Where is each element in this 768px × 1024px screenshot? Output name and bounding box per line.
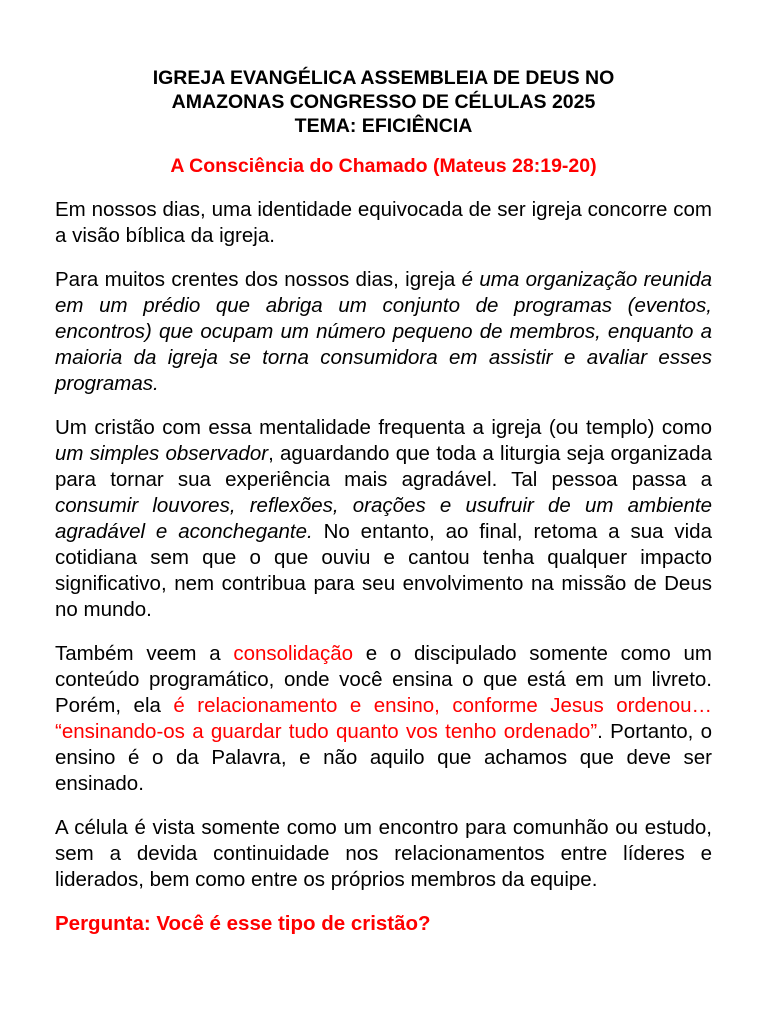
paragraph-3 [55, 415, 712, 623]
paragraph-4-text-c: . Portanto, o ensino é o da Palavra, e não aquilo que achamos que deve ser ensinado. [55, 720, 712, 795]
paragraph-2 [55, 267, 712, 397]
paragraph-1: Em nossos dias, uma identidade equivocada de ser igreja concorre com a visão bíblica da igreja. [55, 198, 712, 247]
paragraph-3-text-a: Um cristão com essa mentalidade frequenta a igreja (ou templo) como [55, 416, 712, 439]
paragraph-4-text-a: Também veem a [55, 642, 234, 665]
paragraph-5: A célula é vista somente como um encontro para comunhão ou estudo, sem a devida continuidade nos relacionamentos entre líderes e liderados, bem como entre os próprios membros da equipe. [55, 816, 712, 891]
paragraph-3-text-b: , aguardando que toda a liturgia seja organizada para tornar sua experiência mais agradável. Tal pessoa passa a [55, 442, 712, 491]
title-line-1: IGREJA EVANGÉLICA ASSEMBLEIA DE DEUS NO [152, 67, 615, 89]
paragraph-4 [55, 641, 712, 797]
paragraph-3-italic-b: consumir louvores, reflexões, orações e usufruir de um ambiente agradável e aconchegante. [55, 494, 712, 543]
document-subtitle: A Consciência do Chamado (Mateus 28:19-20) [170, 155, 597, 177]
paragraph-2-italic: é uma organização reunida em um prédio que abriga um conjunto de programas (eventos, encontros) que ocupam um número pequeno de membros, enquanto a maioria da igreja se torna consumidora em assistir e avaliar esses programas. [55, 268, 712, 395]
title-line-2: AMAZONAS CONGRESSO DE CÉLULAS 2025 [171, 91, 596, 113]
paragraph-4-text-b: e o discipulado somente como um conteúdo programático, onde você ensina o que está em um livreto. Porém, ela [55, 642, 712, 717]
paragraph-3-italic-a: um simples observador [55, 442, 269, 465]
document-title [55, 66, 712, 138]
title-line-3: TEMA: EFICIÊNCIA [294, 115, 473, 137]
paragraph-4-highlight-a: consolidação [233, 642, 353, 665]
paragraph-3-text-c: No entanto, ao final, retoma a sua vida cotidiana sem que o que ouviu e cantou tenha qualquer impacto significativo, nem contribua para seu envolvimento na missão de Deus no mundo. [55, 520, 712, 621]
paragraph-2-text: Para muitos crentes dos nossos dias, igreja [55, 268, 462, 291]
closing-question: Pergunta: Você é esse tipo de cristão? [55, 912, 431, 935]
paragraph-4-highlight-b: é relacionamento e ensino, conforme Jesus ordenou… “ensinando-os a guardar tudo quanto vos tenho ordenado” [55, 694, 712, 743]
